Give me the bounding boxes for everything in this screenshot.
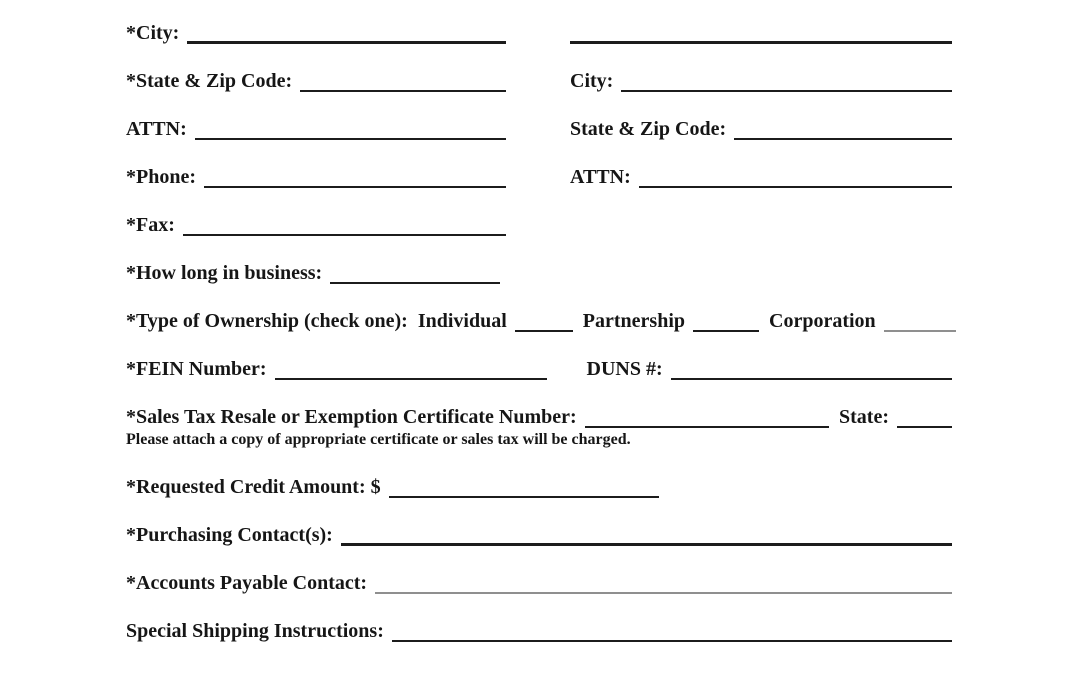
sales-tax-line[interactable]: [585, 420, 829, 428]
city-label: *City:: [126, 22, 180, 44]
how-long-label: *How long in business:: [126, 262, 323, 284]
shipping-instructions-line[interactable]: [392, 634, 952, 642]
city-label-2: City:: [570, 70, 614, 92]
state-zip-line[interactable]: [300, 84, 506, 92]
second-address-name-line[interactable]: [570, 35, 952, 44]
phone-field: [126, 146, 570, 194]
phone-label: *Phone:: [126, 166, 196, 188]
address-columns: [126, 2, 952, 290]
accounts-payable-label: *Accounts Payable Contact:: [126, 572, 368, 594]
attn-line[interactable]: [195, 132, 506, 140]
sales-tax-state-line[interactable]: [897, 420, 952, 428]
empty-cell: [570, 194, 952, 242]
attn-field-2: [570, 146, 952, 194]
duns-label: DUNS #:: [586, 358, 663, 380]
shipping-instructions-field: [126, 600, 952, 648]
ownership-option-partnership-line[interactable]: [693, 324, 759, 332]
ownership-option-corporation-line[interactable]: [884, 324, 956, 332]
how-long-line[interactable]: [330, 276, 500, 284]
sales-tax-field: [126, 386, 952, 434]
credit-amount-field: [126, 456, 952, 504]
sales-tax-label: *Sales Tax Resale or Exemption Certificate Number:: [126, 406, 577, 428]
ownership-option-partnership-label: Partnership: [582, 310, 686, 332]
fein-duns-row: [126, 338, 952, 386]
city-field: [126, 2, 570, 50]
phone-line[interactable]: [204, 180, 506, 188]
empty-cell: [570, 242, 952, 290]
city-field-2: [570, 50, 952, 98]
purchasing-contact-label: *Purchasing Contact(s):: [126, 524, 333, 546]
attn-label: ATTN:: [126, 118, 187, 140]
accounts-payable-field: [126, 552, 952, 600]
attn-line-2[interactable]: [639, 180, 952, 188]
state-zip-field: [126, 50, 570, 98]
purchasing-contact-field: [126, 504, 952, 552]
state-zip-field-2: [570, 98, 952, 146]
state-zip-label: *State & Zip Code:: [126, 70, 293, 92]
attn-label-2: ATTN:: [570, 166, 631, 188]
how-long-field: [126, 242, 570, 290]
city-line[interactable]: [187, 35, 506, 44]
fax-label: *Fax:: [126, 214, 175, 236]
purchasing-contact-line[interactable]: [341, 537, 952, 546]
accounts-payable-line[interactable]: [375, 586, 952, 594]
state-zip-label-2: State & Zip Code:: [570, 118, 727, 140]
fax-field: [126, 194, 570, 242]
sales-tax-state-label: State:: [839, 406, 889, 428]
credit-amount-label: *Requested Credit Amount: $: [126, 476, 381, 498]
attn-field: [126, 98, 570, 146]
ownership-label: *Type of Ownership (check one):: [126, 310, 408, 332]
state-zip-line-2[interactable]: [734, 132, 952, 140]
credit-amount-line[interactable]: [389, 490, 659, 498]
ownership-option-individual-line[interactable]: [515, 324, 573, 332]
second-address-name-field: [570, 2, 952, 50]
shipping-instructions-label: Special Shipping Instructions:: [126, 620, 384, 642]
ownership-field: [126, 290, 952, 338]
duns-line[interactable]: [671, 372, 952, 380]
sales-tax-note: Please attach a copy of appropriate certificate or sales tax will be charged.: [126, 431, 631, 448]
fein-line[interactable]: [275, 372, 547, 380]
fax-line[interactable]: [183, 228, 506, 236]
ownership-option-individual-label: Individual: [417, 310, 507, 332]
ownership-option-corporation-label: Corporation: [769, 310, 876, 332]
city-line-2[interactable]: [621, 84, 952, 92]
fein-label: *FEIN Number:: [126, 358, 267, 380]
